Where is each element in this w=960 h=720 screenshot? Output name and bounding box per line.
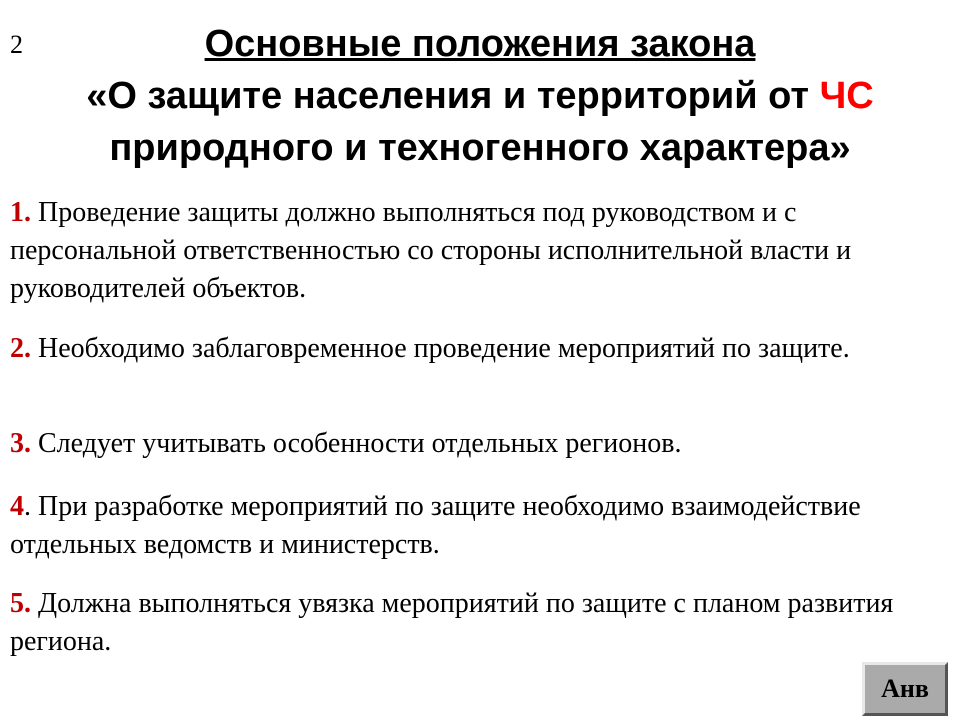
title-line-2-text: «О защите населения и территорий от [86, 75, 820, 117]
point-text: Проведение защиты должно выполняться под руководством и с персональной ответственностью со стороны исполнительной власти и руководителей объектов. [10, 197, 852, 304]
title-line-3: природного и техногенного характера» [109, 127, 851, 169]
point-number: 1. [10, 197, 31, 228]
point-2 [10, 330, 950, 368]
slide-number: 2 [10, 30, 23, 59]
point-text: Должна выполняться увязка мероприятий по защите с планом развития региона. [10, 588, 894, 657]
point-text: Необходимо заблаговременное проведение мероприятий по защите. [31, 333, 850, 364]
point-text: . При разработке мероприятий по защите необходимо взаимодействие отдельных ведомств и министерств. [10, 491, 861, 560]
point-number: 4 [10, 491, 24, 522]
title-line-1: Основные положения закона [204, 23, 756, 65]
point-number: 3. [10, 428, 31, 459]
point-number: 2. [10, 333, 31, 364]
point-4 [10, 488, 950, 564]
nav-button-anv[interactable]: Анв [862, 662, 948, 716]
point-5 [10, 585, 950, 661]
slide-title [20, 18, 940, 174]
title-highlight-chs: ЧС [819, 75, 874, 117]
title-line-2 [20, 70, 940, 122]
point-1 [10, 194, 950, 308]
point-3 [10, 425, 950, 463]
point-text: Следует учитывать особенности отдельных регионов. [31, 428, 682, 459]
point-number: 5. [10, 588, 31, 619]
